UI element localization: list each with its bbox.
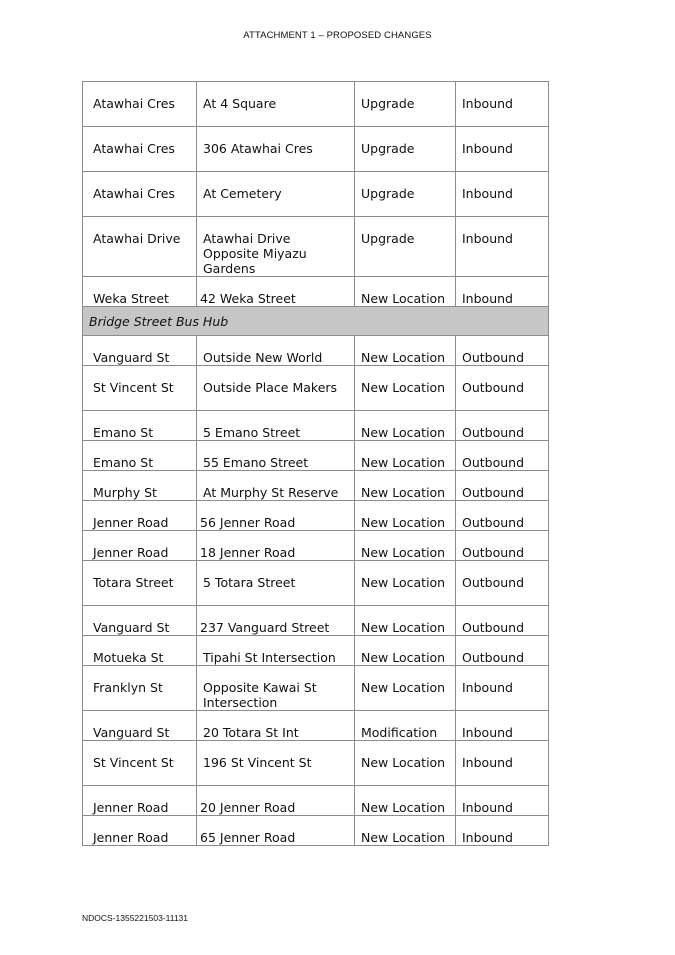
street-cell: St Vincent St	[83, 366, 197, 411]
change-cell: New Location	[355, 606, 456, 636]
location-cell: Outside Place Makers	[197, 366, 355, 411]
location-cell: 5 Emano Street	[197, 411, 355, 441]
table-row	[83, 172, 549, 217]
change-cell: New Location	[355, 786, 456, 816]
direction-cell: Inbound	[456, 82, 549, 127]
street-cell: Weka Street	[83, 277, 197, 307]
location-cell: 237 Vanguard Street	[197, 606, 355, 636]
location-cell: 5 Totara Street	[197, 561, 355, 606]
location-cell: 18 Jenner Road	[197, 531, 355, 561]
table-row	[83, 441, 549, 471]
direction-cell: Outbound	[456, 606, 549, 636]
section-header-row	[83, 307, 549, 336]
street-cell: Franklyn St	[83, 666, 197, 711]
street-cell: Murphy St	[83, 471, 197, 501]
table-row	[83, 82, 549, 127]
location-cell: At Murphy St Reserve	[197, 471, 355, 501]
change-cell: New Location	[355, 741, 456, 786]
table-row	[83, 531, 549, 561]
direction-cell: Inbound	[456, 277, 549, 307]
table-row	[83, 411, 549, 441]
street-cell: Vanguard St	[83, 336, 197, 366]
direction-cell: Outbound	[456, 471, 549, 501]
street-cell: Motueka St	[83, 636, 197, 666]
location-cell: 42 Weka Street	[197, 277, 355, 307]
street-cell: Atawhai Cres	[83, 172, 197, 217]
change-cell: New Location	[355, 636, 456, 666]
direction-cell: Inbound	[456, 816, 549, 846]
change-cell: New Location	[355, 336, 456, 366]
change-cell: Upgrade	[355, 172, 456, 217]
street-cell: Jenner Road	[83, 501, 197, 531]
change-cell: New Location	[355, 366, 456, 411]
direction-cell: Outbound	[456, 531, 549, 561]
street-cell: Vanguard St	[83, 711, 197, 741]
direction-cell: Outbound	[456, 336, 549, 366]
street-cell: Vanguard St	[83, 606, 197, 636]
location-cell: 306 Atawhai Cres	[197, 127, 355, 172]
table-row	[83, 277, 549, 307]
direction-cell: Inbound	[456, 127, 549, 172]
table-row	[83, 501, 549, 531]
change-cell: Upgrade	[355, 82, 456, 127]
direction-cell: Inbound	[456, 786, 549, 816]
table-row	[83, 366, 549, 411]
street-cell: St Vincent St	[83, 741, 197, 786]
location-cell: Opposite Kawai St Intersection	[197, 666, 355, 711]
direction-cell: Inbound	[456, 666, 549, 711]
street-cell: Jenner Road	[83, 786, 197, 816]
change-cell: Upgrade	[355, 217, 456, 277]
direction-cell: Outbound	[456, 561, 549, 606]
change-cell: New Location	[355, 666, 456, 711]
location-cell: At Cemetery	[197, 172, 355, 217]
direction-cell: Inbound	[456, 172, 549, 217]
change-cell: New Location	[355, 501, 456, 531]
change-cell: New Location	[355, 561, 456, 606]
location-cell: 56 Jenner Road	[197, 501, 355, 531]
location-cell: 55 Emano Street	[197, 441, 355, 471]
street-cell: Atawhai Drive	[83, 217, 197, 277]
location-cell: 20 Jenner Road	[197, 786, 355, 816]
location-cell: At 4 Square	[197, 82, 355, 127]
change-cell: New Location	[355, 441, 456, 471]
table-row	[83, 741, 549, 786]
direction-cell: Inbound	[456, 711, 549, 741]
proposed-changes-table	[82, 81, 549, 846]
location-cell: Tipahi St Intersection	[197, 636, 355, 666]
street-cell: Jenner Road	[83, 816, 197, 846]
location-cell: 65 Jenner Road	[197, 816, 355, 846]
document-id: NDOCS-1355221503-11131	[82, 913, 189, 923]
table-row	[83, 127, 549, 172]
street-cell: Jenner Road	[83, 531, 197, 561]
direction-cell: Outbound	[456, 501, 549, 531]
change-cell: New Location	[355, 277, 456, 307]
location-cell: 196 St Vincent St	[197, 741, 355, 786]
location-cell: Outside New World	[197, 336, 355, 366]
change-cell: Upgrade	[355, 127, 456, 172]
change-cell: New Location	[355, 531, 456, 561]
page-header: ATTACHMENT 1 – PROPOSED CHANGES	[243, 30, 432, 41]
location-cell: 20 Totara St Int	[197, 711, 355, 741]
change-cell: Modification	[355, 711, 456, 741]
table-row	[83, 217, 549, 277]
table-row	[83, 816, 549, 846]
table-row	[83, 336, 549, 366]
table-row	[83, 561, 549, 606]
direction-cell: Outbound	[456, 636, 549, 666]
table-row	[83, 666, 549, 711]
street-cell: Emano St	[83, 411, 197, 441]
table-row	[83, 711, 549, 741]
street-cell: Atawhai Cres	[83, 127, 197, 172]
change-cell: New Location	[355, 816, 456, 846]
table-row	[83, 786, 549, 816]
street-cell: Atawhai Cres	[83, 82, 197, 127]
table-row	[83, 606, 549, 636]
street-cell: Totara Street	[83, 561, 197, 606]
direction-cell: Outbound	[456, 366, 549, 411]
section-title: Bridge Street Bus Hub	[83, 307, 549, 336]
table-row	[83, 636, 549, 666]
direction-cell: Outbound	[456, 411, 549, 441]
location-cell: Atawhai Drive Opposite Miyazu Gardens	[197, 217, 355, 277]
direction-cell: Inbound	[456, 217, 549, 277]
change-cell: New Location	[355, 411, 456, 441]
street-cell: Emano St	[83, 441, 197, 471]
direction-cell: Inbound	[456, 741, 549, 786]
change-cell: New Location	[355, 471, 456, 501]
direction-cell: Outbound	[456, 441, 549, 471]
table-row	[83, 471, 549, 501]
